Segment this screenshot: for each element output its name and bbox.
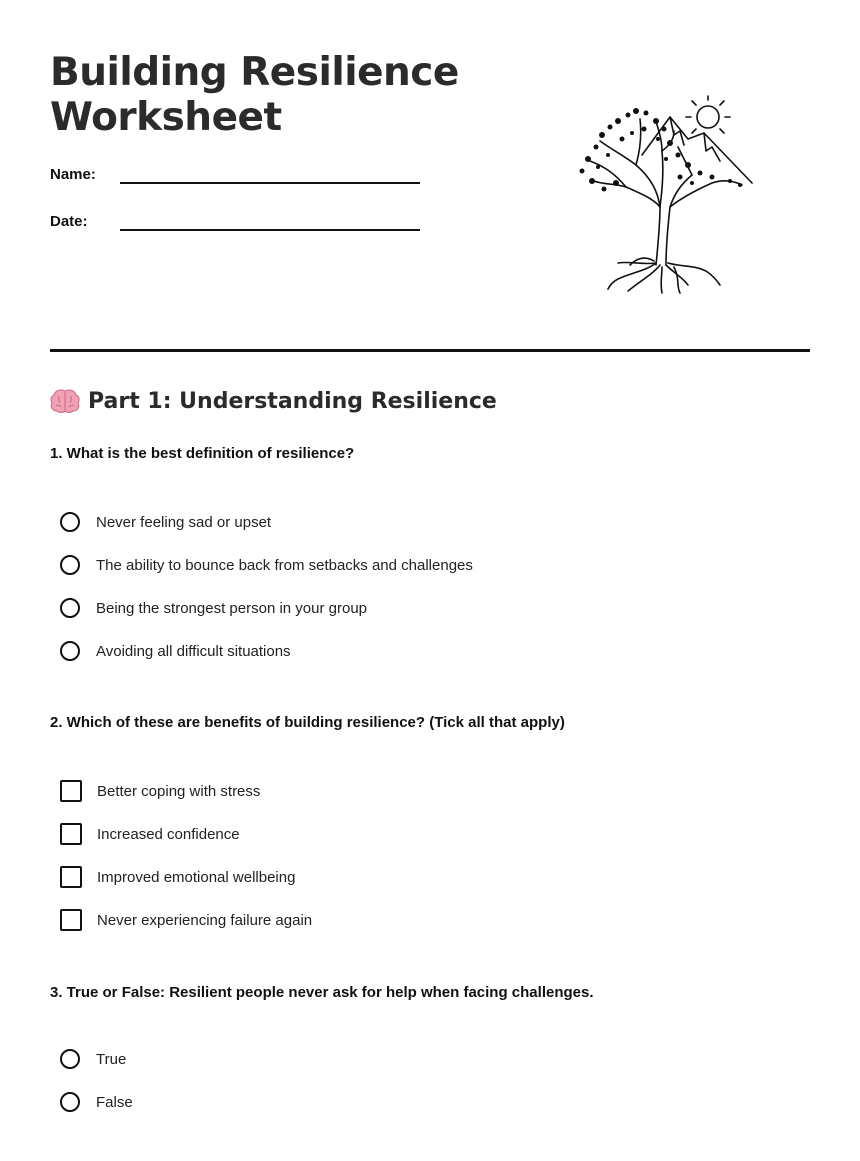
q1-option-1[interactable] [60,509,271,535]
radio-button[interactable] [60,1092,80,1112]
worksheet-title: Building Resilience Worksheet [50,50,459,140]
option-label: True [96,1050,127,1068]
option-label: The ability to bounce back from setbacks and challenges [96,556,473,574]
q1-option-2[interactable] [60,552,473,578]
q3-option-true[interactable] [60,1046,126,1072]
radio-button[interactable] [60,641,80,661]
checkbox[interactable] [60,780,82,802]
tree-trunk [590,119,742,265]
date-input-line[interactable] [120,229,420,231]
option-label: Never experiencing failure again [97,911,313,929]
question-2-text: 2. Which of these are benefits of building resilience? (Tick all that apply) [50,714,565,731]
name-field[interactable] [50,166,430,190]
q1-option-3[interactable] [60,595,367,621]
checkbox[interactable] [60,866,82,888]
mountain-icon [642,117,752,183]
q2-option-2[interactable] [60,821,240,847]
name-input-line[interactable] [120,182,420,184]
section-divider [50,349,810,352]
q2-option-4[interactable] [60,907,312,933]
q2-option-1[interactable] [60,778,260,804]
part1-heading [50,388,497,414]
radio-button[interactable] [60,512,80,532]
option-label: False [96,1093,133,1111]
q2-option-3[interactable] [60,864,295,890]
radio-button[interactable] [60,555,80,575]
date-field[interactable] [50,213,430,237]
question-1-text: 1. What is the best definition of resilience? [50,445,355,462]
date-label: Date: [50,213,88,230]
q1-option-4[interactable] [60,638,291,664]
question-3-text: 3. True or False: Resilient people never ask for help when facing challenges. [50,984,594,1001]
option-label: Better coping with stress [97,782,261,800]
sun-icon [686,96,730,133]
tree-roots [608,258,720,293]
q3-option-false[interactable] [60,1089,133,1115]
brain-icon [50,388,80,414]
tree-mountain-sun-illustration [570,95,760,295]
part1-title: Part 1: Understanding Resilience [88,388,497,414]
checkbox[interactable] [60,909,82,931]
option-label: Improved emotional wellbeing [97,868,296,886]
radio-button[interactable] [60,1049,80,1069]
option-label: Increased confidence [97,825,240,843]
radio-button[interactable] [60,598,80,618]
option-label: Avoiding all difficult situations [96,642,291,660]
option-label: Being the strongest person in your group [96,599,368,617]
checkbox[interactable] [60,823,82,845]
option-label: Never feeling sad or upset [96,513,272,531]
name-label: Name: [50,166,96,183]
